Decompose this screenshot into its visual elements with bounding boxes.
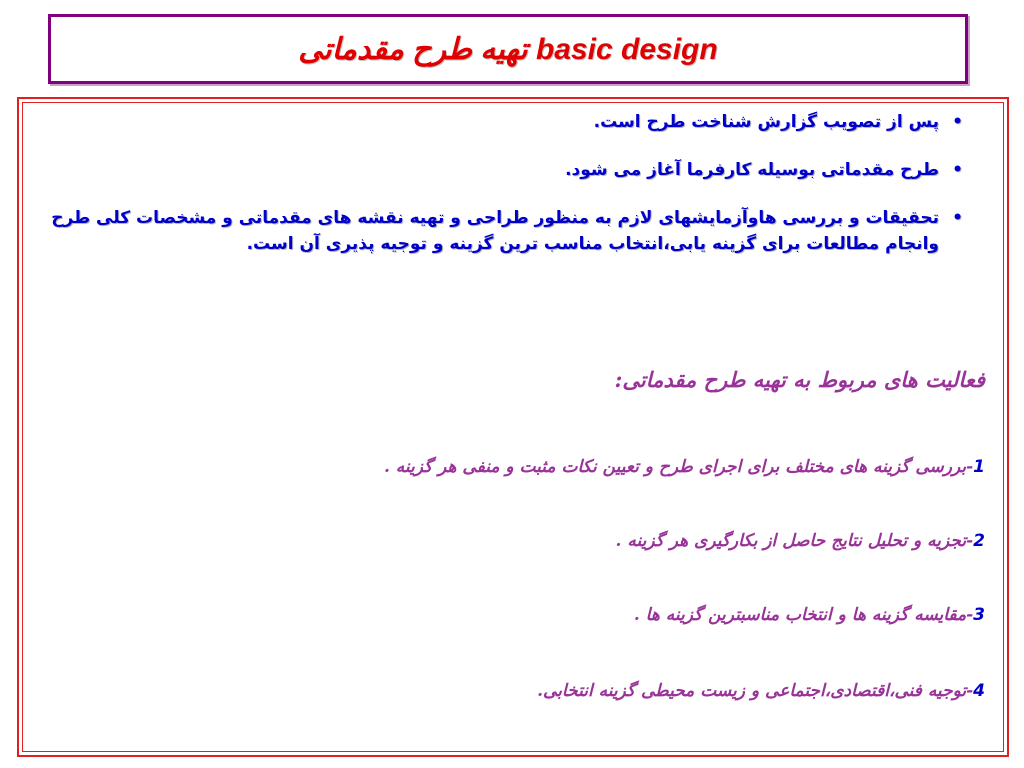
activity-text: -بررسی گزینه های مختلف برای اجرای طرح و تعیین نکات مثبت و منفی هر گزینه . bbox=[383, 457, 974, 477]
title-box bbox=[48, 14, 968, 84]
activity-number: 1 bbox=[973, 457, 985, 477]
bullet-icon: • bbox=[952, 160, 963, 180]
bullet-text: تحقیقات و بررسی هاوآزمایشهای لازم به منظور طراحی و تهیه نقشه های مقدماتی و مشخصات کلی طرح وانجام مطالعات برای گزینه یابی،انتخاب مناسب ترین گزینه و توجیه پذیری آن است. bbox=[51, 208, 939, 254]
content-frame bbox=[17, 97, 1009, 757]
bullet-item bbox=[41, 109, 963, 135]
bullet-item bbox=[41, 205, 963, 257]
activity-item bbox=[634, 605, 985, 625]
activity-number: 3 bbox=[973, 605, 985, 625]
bullet-text: پس از تصویب گزارش شناخت طرح است. bbox=[593, 112, 939, 132]
activity-text: -مقایسه گزینه ها و انتخاب مناسبترین گزینه ها . bbox=[633, 605, 974, 625]
bullet-item bbox=[41, 157, 963, 183]
activity-item bbox=[384, 457, 985, 477]
slide-title: تهیه طرح مقدماتی basic design bbox=[298, 32, 718, 66]
activity-number: 2 bbox=[973, 531, 985, 551]
activity-text: -توجیه فنی،اقتصادی،اجتماعی و زیست محیطی گزینه انتخابی. bbox=[537, 681, 974, 701]
bullet-icon: • bbox=[952, 112, 963, 132]
bullet-list bbox=[41, 109, 963, 279]
activities-heading: فعالیت های مربوط به تهیه طرح مقدماتی: bbox=[614, 367, 985, 392]
bullet-text: طرح مقدماتی بوسیله کارفرما آغاز می شود. bbox=[565, 160, 939, 180]
activity-text: -تجزیه و تحلیل نتایج حاصل از بکارگیری هر گزینه . bbox=[615, 531, 974, 551]
bullet-icon: • bbox=[952, 208, 963, 228]
activity-number: 4 bbox=[973, 681, 985, 701]
activity-item bbox=[537, 681, 985, 701]
activity-item bbox=[616, 531, 985, 551]
